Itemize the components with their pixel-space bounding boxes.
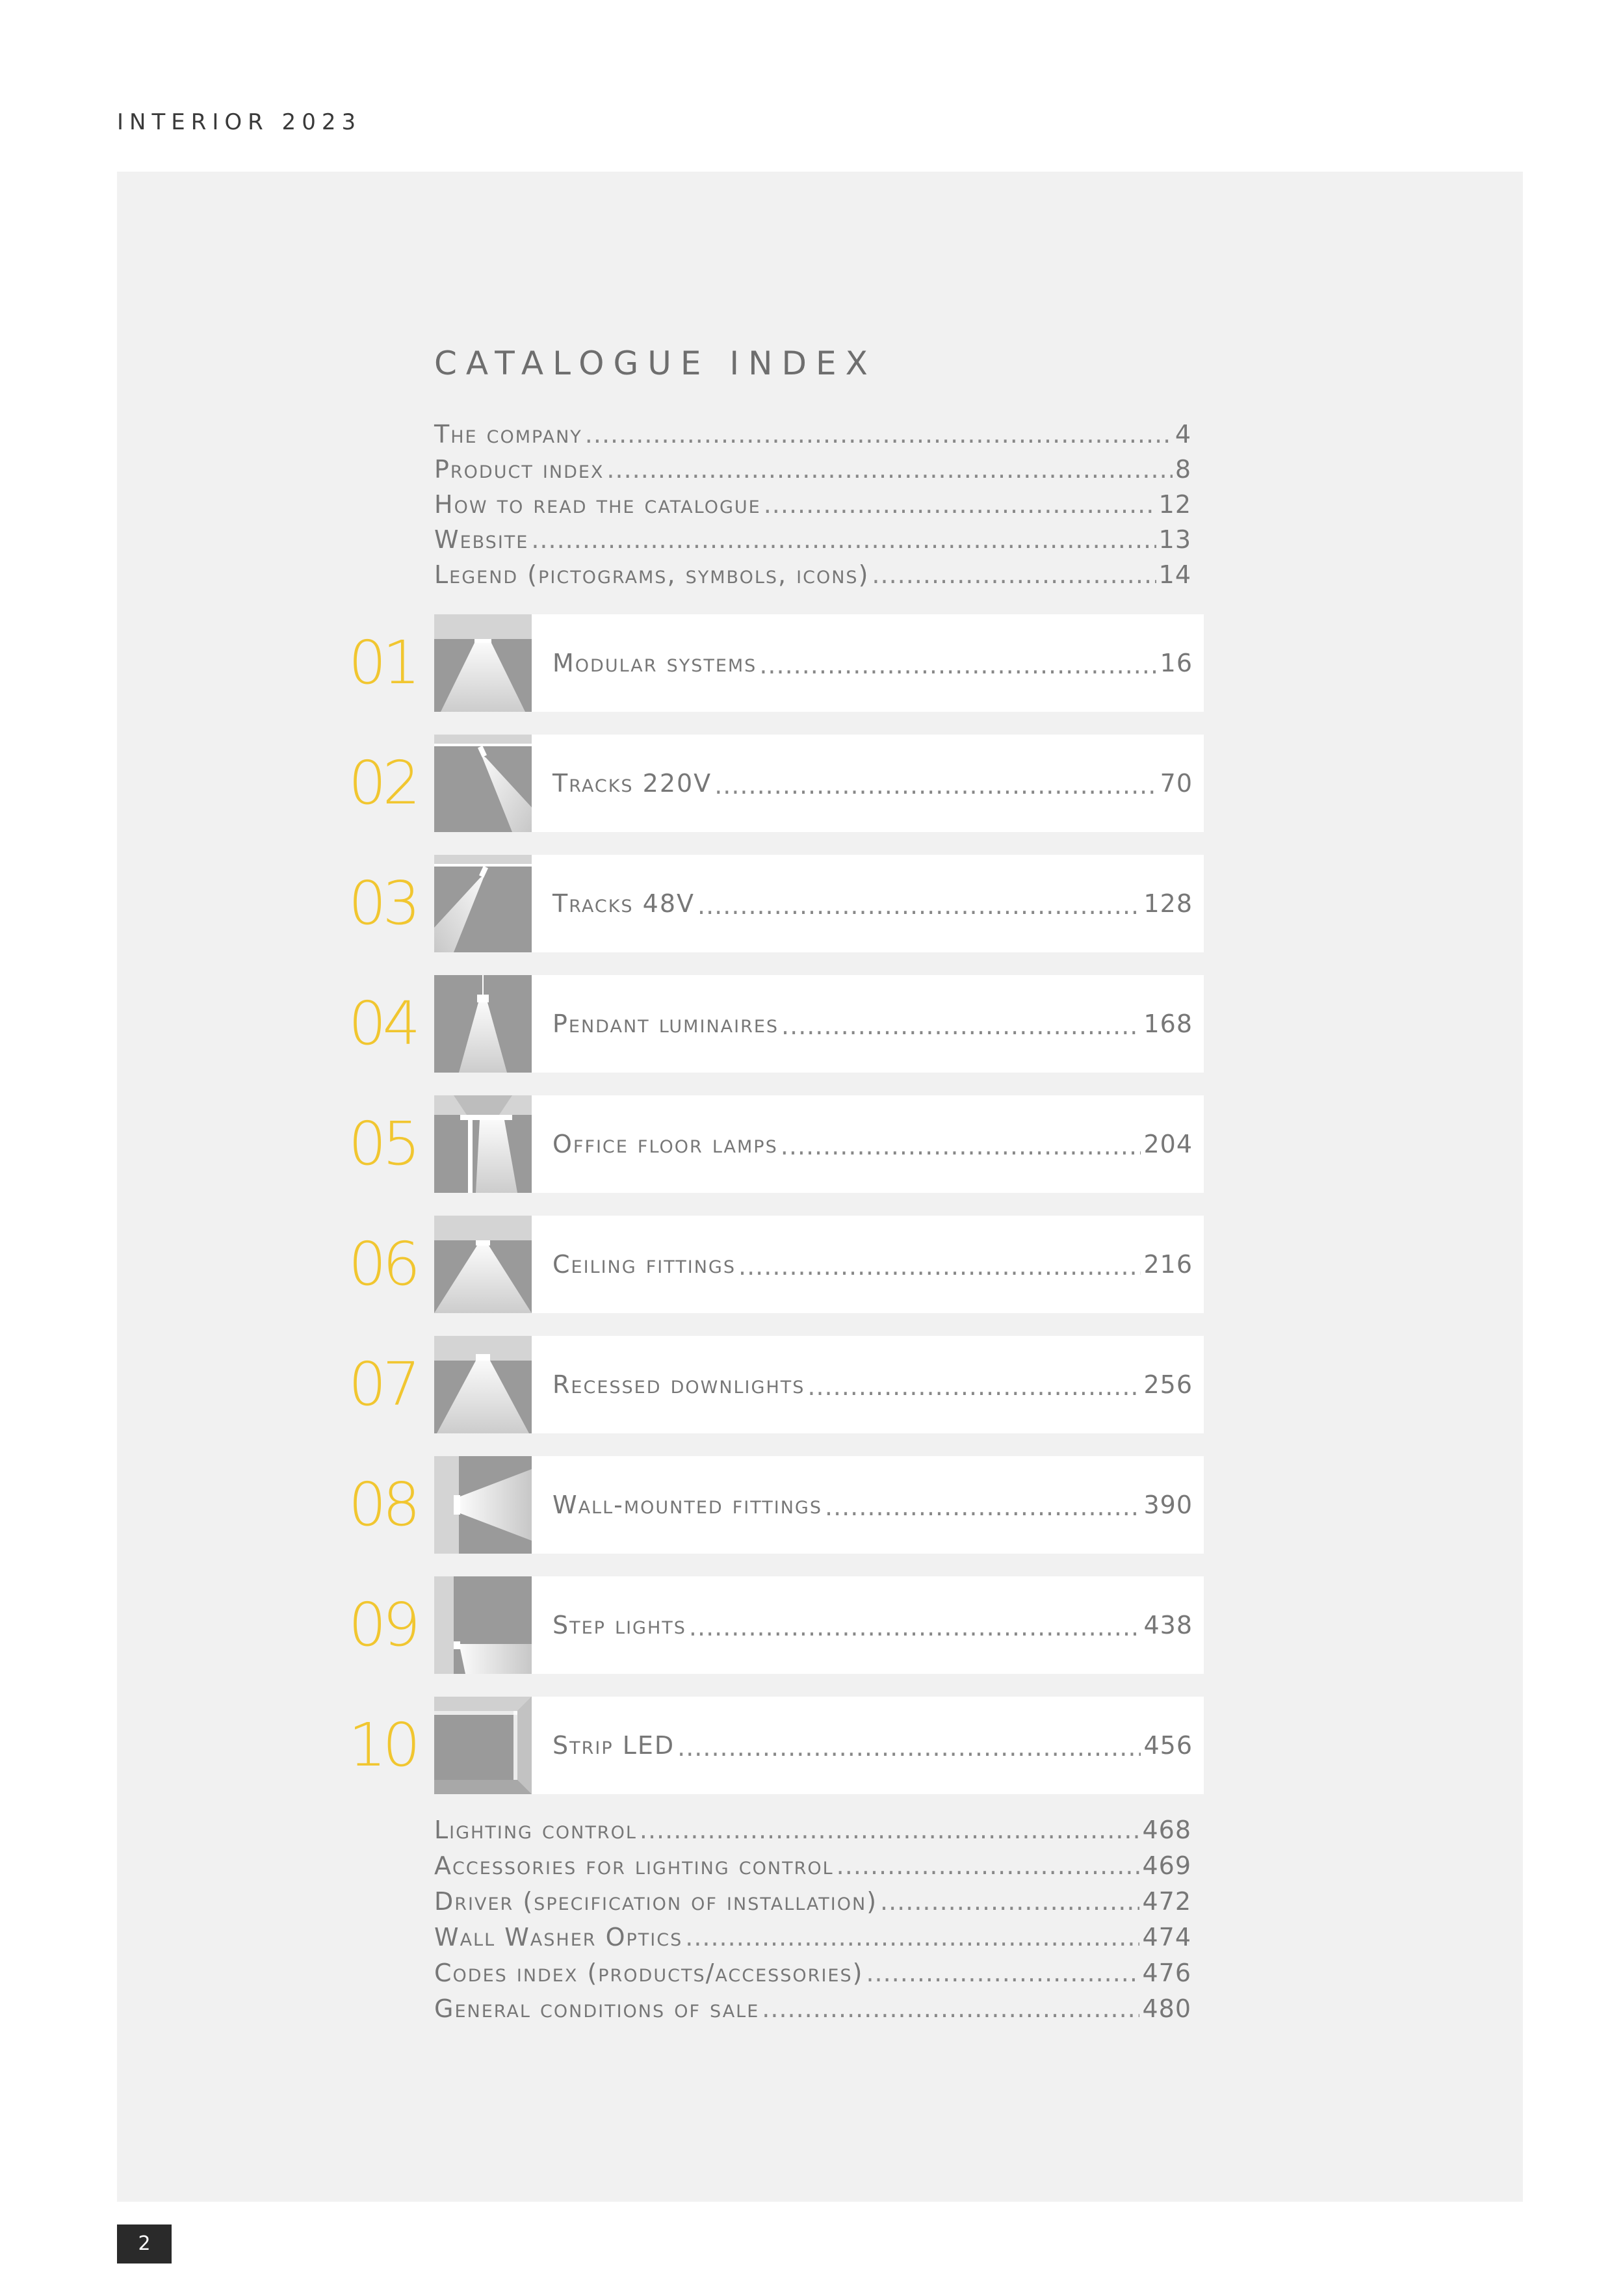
- section-item-strip-led[interactable]: [552, 1697, 1193, 1794]
- section-item-office-floor-lamps[interactable]: [552, 1095, 1193, 1193]
- strip-led-icon: [434, 1697, 532, 1794]
- dot-leader: [781, 1128, 1141, 1160]
- dot-leader: [685, 1923, 1139, 1951]
- section-label: Tracks 220V: [552, 769, 712, 798]
- toc-item-driver[interactable]: [434, 1887, 1191, 1921]
- section-page: 216: [1143, 1250, 1193, 1279]
- dot-leader: [606, 455, 1172, 484]
- section-number: 01: [348, 628, 417, 698]
- section-number: 10: [348, 1710, 417, 1780]
- dot-leader: [866, 1959, 1139, 1987]
- section-page: 16: [1160, 649, 1193, 677]
- section-number: 03: [348, 868, 417, 938]
- floor-lamp-icon: [434, 1095, 532, 1193]
- dot-leader: [807, 1368, 1141, 1401]
- toc-item-label: How to read the catalogue: [434, 490, 761, 519]
- track-spot-icon: [434, 855, 532, 952]
- dot-leader: [738, 1248, 1141, 1281]
- section-page: 70: [1160, 769, 1193, 798]
- toc-item-label: Wall Washer Optics: [434, 1923, 683, 1951]
- modular-system-icon: [434, 614, 532, 712]
- section-number: 09: [348, 1590, 417, 1660]
- section-label: Step lights: [552, 1611, 686, 1639]
- section-number: 02: [348, 748, 417, 818]
- toc-item-codes-index[interactable]: [434, 1959, 1191, 1992]
- section-number: 07: [348, 1350, 417, 1419]
- section-label: Recessed downlights: [552, 1370, 805, 1399]
- page-number: 2: [117, 2224, 172, 2263]
- toc-item-product-index[interactable]: [434, 455, 1191, 489]
- dot-leader: [531, 525, 1156, 554]
- dot-leader: [825, 1489, 1141, 1521]
- toc-item-label: Driver (specification of installation): [434, 1887, 878, 1916]
- toc-item-how-to-read[interactable]: [434, 490, 1191, 524]
- toc-item-label: General conditions of sale: [434, 1994, 760, 2023]
- catalogue-header: INTERIOR 2023: [117, 109, 362, 135]
- section-number: 06: [348, 1229, 417, 1299]
- ceiling-fitting-icon: [434, 1216, 532, 1313]
- section-label: Pendant luminaires: [552, 1010, 779, 1038]
- section-number: 08: [348, 1470, 417, 1539]
- section-label: Tracks 48V: [552, 889, 695, 918]
- section-page: 204: [1143, 1130, 1193, 1158]
- toc-item-page: 469: [1142, 1851, 1191, 1880]
- toc-item-label: The company: [434, 420, 582, 449]
- toc-item-label: Lighting control: [434, 1816, 637, 1844]
- toc-item-label: Codes index (products/accessories): [434, 1959, 864, 1987]
- toc-item-lighting-control[interactable]: [434, 1816, 1191, 1849]
- toc-item-page: 13: [1158, 525, 1191, 554]
- pendant-icon: [434, 975, 532, 1073]
- section-label: Wall-mounted fittings: [552, 1491, 822, 1519]
- toc-item-page: 468: [1142, 1816, 1191, 1844]
- toc-item-accessories[interactable]: [434, 1851, 1191, 1885]
- track-spot-icon: [434, 735, 532, 832]
- section-item-step-lights[interactable]: [552, 1576, 1193, 1674]
- recessed-downlight-icon: [434, 1336, 532, 1433]
- dot-leader: [781, 1008, 1141, 1040]
- toc-item-page: 480: [1142, 1994, 1191, 2023]
- toc-item-general-conditions[interactable]: [434, 1994, 1191, 2028]
- dot-leader: [872, 560, 1156, 589]
- section-label: Ceiling fittings: [552, 1250, 736, 1279]
- toc-item-page: 472: [1142, 1887, 1191, 1916]
- dot-leader: [837, 1851, 1140, 1880]
- section-item-wall-mounted-fittings[interactable]: [552, 1456, 1193, 1554]
- toc-item-label: Accessories for lighting control: [434, 1851, 834, 1880]
- section-label: Strip LED: [552, 1731, 675, 1760]
- dot-leader: [764, 490, 1156, 519]
- wall-fitting-icon: [434, 1456, 532, 1554]
- section-item-ceiling-fittings[interactable]: [552, 1216, 1193, 1313]
- toc-item-page: 476: [1142, 1959, 1191, 1987]
- toc-item-legend[interactable]: [434, 560, 1191, 594]
- step-light-icon: [434, 1576, 532, 1674]
- dot-leader: [762, 1994, 1139, 2023]
- toc-item-label: Legend (pictograms, symbols, icons): [434, 560, 870, 589]
- toc-item-page: 8: [1175, 455, 1191, 484]
- toc-item-page: 474: [1142, 1923, 1191, 1951]
- toc-item-page: 12: [1158, 490, 1191, 519]
- section-item-recessed-downlights[interactable]: [552, 1336, 1193, 1433]
- section-number: 04: [348, 989, 417, 1058]
- section-label: Modular systems: [552, 649, 757, 677]
- toc-item-website[interactable]: [434, 525, 1191, 559]
- dot-leader: [677, 1729, 1141, 1762]
- toc-item-page: 4: [1175, 420, 1191, 449]
- section-item-tracks-220v[interactable]: [552, 735, 1193, 832]
- section-item-tracks-48v[interactable]: [552, 855, 1193, 952]
- dot-leader: [880, 1887, 1139, 1916]
- toc-item-label: Website: [434, 525, 529, 554]
- section-page: 456: [1143, 1731, 1193, 1760]
- section-number: 05: [348, 1109, 417, 1179]
- section-page: 390: [1143, 1491, 1193, 1519]
- section-item-modular-systems[interactable]: [552, 614, 1193, 712]
- toc-item-label: Product index: [434, 455, 604, 484]
- section-label: Office floor lamps: [552, 1130, 778, 1158]
- dot-leader: [697, 887, 1141, 920]
- section-item-pendant-luminaires[interactable]: [552, 975, 1193, 1073]
- toc-item-wall-washer-optics[interactable]: [434, 1923, 1191, 1957]
- toc-item-company[interactable]: [434, 420, 1191, 454]
- dot-leader: [585, 420, 1173, 449]
- dot-leader: [714, 767, 1157, 800]
- dot-leader: [759, 647, 1157, 679]
- toc-item-page: 14: [1158, 560, 1191, 589]
- section-page: 168: [1143, 1010, 1193, 1038]
- index-title: CATALOGUE INDEX: [434, 345, 877, 382]
- section-page: 256: [1143, 1370, 1193, 1399]
- section-page: 438: [1143, 1611, 1193, 1639]
- dot-leader: [689, 1609, 1141, 1641]
- section-page: 128: [1143, 889, 1193, 918]
- dot-leader: [640, 1816, 1140, 1844]
